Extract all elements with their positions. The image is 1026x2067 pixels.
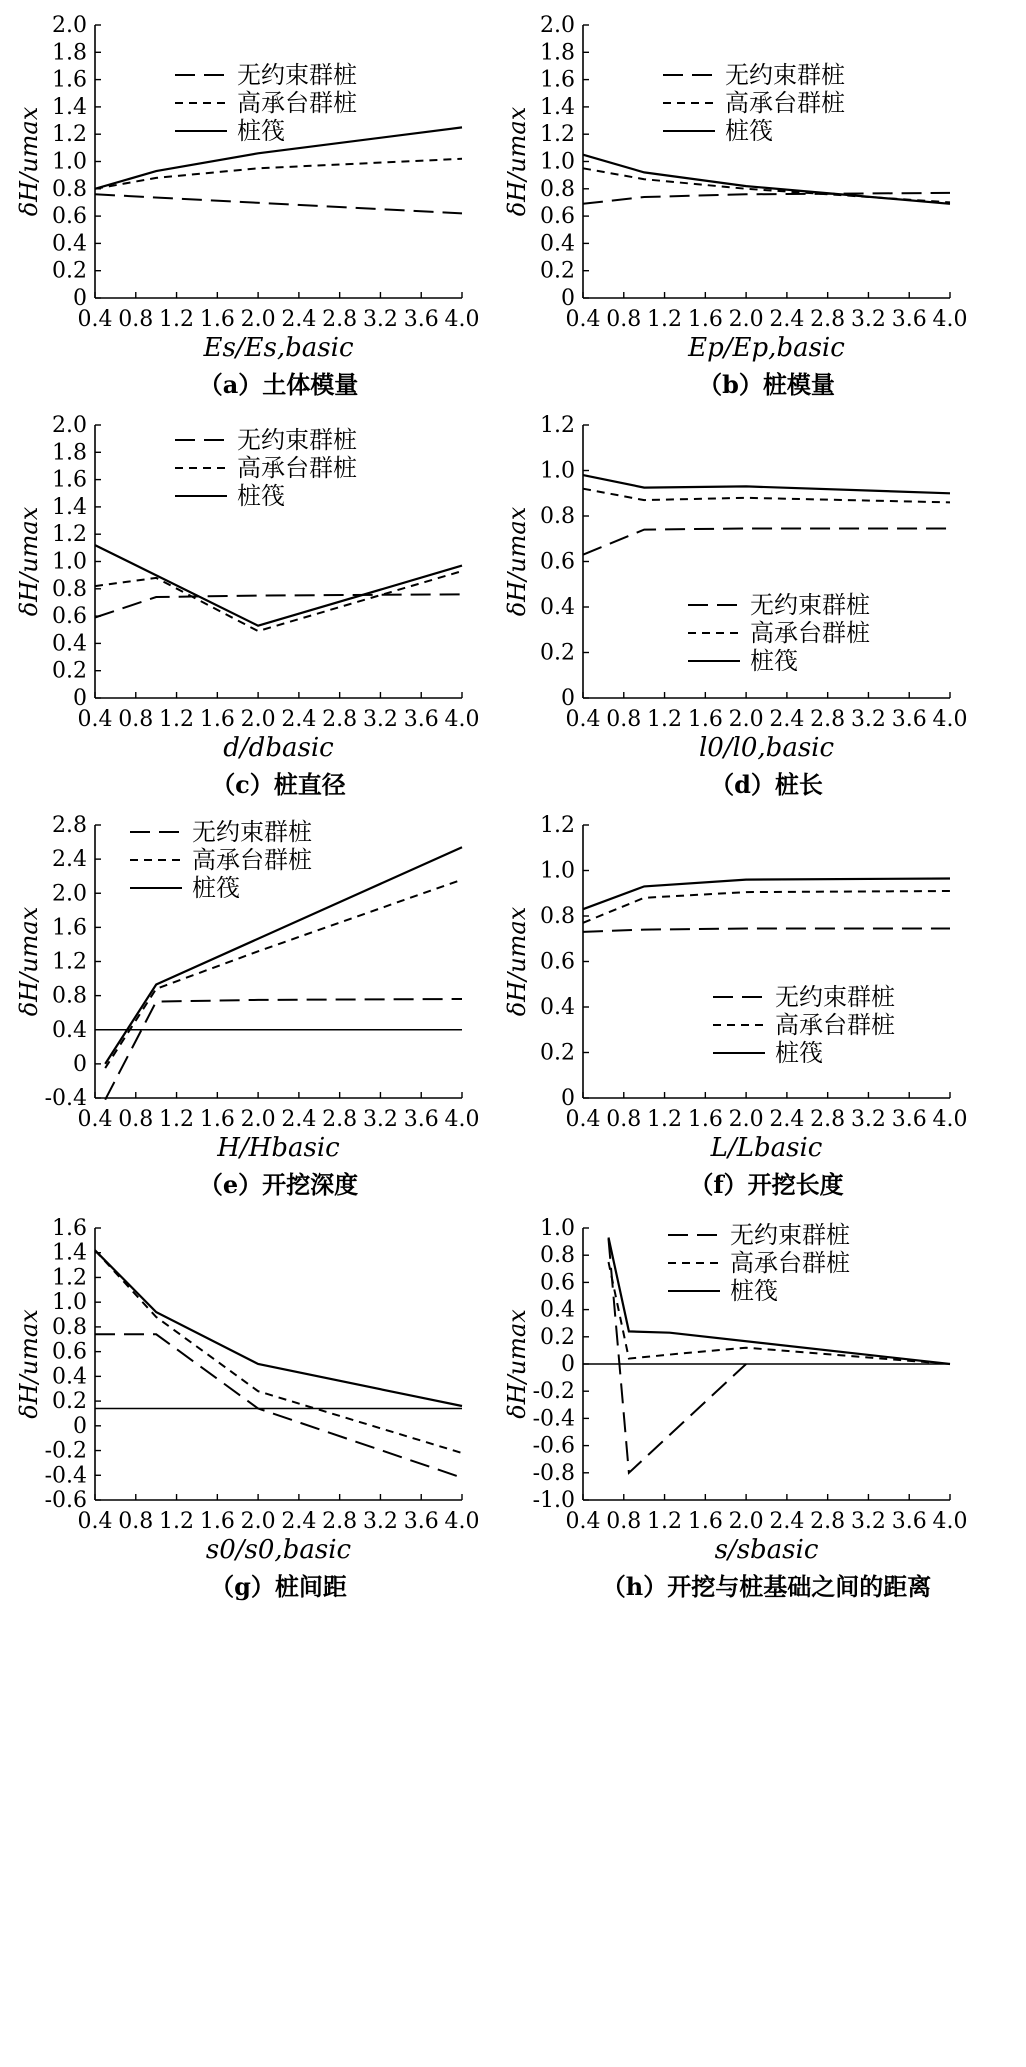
series-line-dash [105, 880, 462, 1069]
x-axis-label: Es/Es,basic [203, 333, 354, 363]
y-tick-label: 0.2 [540, 258, 575, 284]
y-tick-label: 0 [73, 1051, 87, 1077]
x-tick-label: 3.2 [362, 1509, 398, 1534]
y-axis-label: δH/umax [15, 106, 43, 217]
x-tick-label: 3.2 [850, 707, 886, 732]
y-tick-label: -0.2 [532, 1379, 575, 1405]
legend-label: 无约束群桩 [750, 591, 870, 619]
legend-label: 桩筏 [237, 117, 285, 145]
y-tick-label: 2.0 [52, 413, 87, 438]
x-tick-label: 2.4 [281, 307, 317, 332]
x-tick-label: 0.4 [77, 307, 113, 332]
x-tick-label: 0.8 [118, 307, 154, 332]
y-tick-label: 0.8 [52, 1314, 87, 1340]
x-tick-label: 4.0 [444, 707, 480, 732]
x-tick-label: 3.2 [362, 1107, 398, 1132]
x-tick-label: 3.2 [850, 1107, 886, 1132]
y-tick-label: 1.2 [52, 949, 87, 975]
y-tick-label: 0.6 [540, 1270, 575, 1296]
x-tick-label: 0.4 [565, 707, 601, 732]
series-line-longdash [609, 1239, 747, 1473]
x-tick-label: 2.8 [810, 307, 846, 332]
x-tick-label: 3.2 [850, 1509, 886, 1534]
y-axis-label: δH/umax [503, 506, 531, 617]
x-tick-label: 2.4 [281, 1107, 317, 1132]
x-tick-label: 4.0 [932, 1509, 968, 1534]
x-tick-label: 0.8 [118, 1107, 154, 1132]
x-tick-label: 2.8 [322, 707, 358, 732]
y-tick-label: 0.6 [540, 949, 575, 975]
y-tick-label: 1.0 [52, 1290, 87, 1316]
x-tick-label: 0.8 [118, 1509, 154, 1534]
x-axis-label: d/dbasic [223, 733, 334, 763]
y-axis-label: δH/umax [15, 506, 43, 617]
y-tick-label: 0.8 [52, 576, 87, 602]
y-tick-label: 0 [73, 686, 87, 711]
series-line-solid [95, 1250, 462, 1406]
y-tick-label: -0.4 [44, 1086, 87, 1111]
y-tick-label: -0.2 [44, 1438, 87, 1464]
x-tick-label: 2.8 [322, 1509, 358, 1534]
legend-label: 无约束群桩 [237, 426, 357, 454]
y-tick-label: 1.4 [52, 494, 87, 520]
y-tick-label: 1.8 [52, 440, 87, 466]
y-axis-label: δH/umax [503, 106, 531, 217]
series-line-solid [583, 475, 950, 493]
legend-label: 无约束群桩 [192, 818, 312, 846]
x-tick-label: 2.4 [769, 1107, 805, 1132]
x-tick-label: 1.6 [687, 707, 723, 732]
chart-caption: （b）桩模量 [698, 370, 835, 399]
chart-panel-c [15, 413, 480, 799]
y-tick-label: 0.6 [52, 604, 87, 630]
x-tick-label: 2.0 [728, 707, 764, 732]
x-tick-label: 4.0 [444, 1509, 480, 1534]
legend-label: 桩筏 [750, 647, 798, 675]
x-tick-label: 2.8 [810, 1107, 846, 1132]
x-tick-label: 3.6 [403, 307, 439, 332]
y-axis-label: δH/umax [503, 906, 531, 1017]
x-tick-label: 1.2 [647, 1509, 683, 1534]
legend [713, 983, 895, 1067]
x-tick-label: 0.8 [606, 1107, 642, 1132]
y-tick-label: 0.8 [540, 1243, 575, 1269]
x-tick-label: 0.8 [606, 707, 642, 732]
y-tick-label: 0 [561, 686, 575, 711]
legend [130, 818, 312, 902]
y-tick-label: -1.0 [532, 1488, 575, 1513]
x-tick-label: 2.4 [281, 707, 317, 732]
y-tick-label: 1.2 [540, 413, 575, 438]
chart-caption: （e）开挖深度 [198, 1170, 359, 1199]
y-tick-label: 0.6 [52, 1339, 87, 1365]
x-tick-label: 0.4 [77, 1107, 113, 1132]
y-tick-label: 1.2 [540, 122, 575, 148]
y-tick-label: 1.2 [52, 522, 87, 548]
x-tick-label: 1.6 [687, 1509, 723, 1534]
x-tick-label: 3.2 [850, 307, 886, 332]
legend-label: 无约束群桩 [730, 1221, 850, 1249]
y-tick-label: 1.0 [52, 149, 87, 175]
series-line-longdash [95, 194, 462, 213]
x-axis-label: s/sbasic [714, 1535, 819, 1565]
legend [668, 1221, 850, 1305]
x-tick-label: 2.0 [240, 707, 276, 732]
x-tick-label: 4.0 [932, 307, 968, 332]
y-tick-label: 2.0 [540, 13, 575, 38]
chart-panel-d [503, 413, 968, 799]
legend [175, 426, 357, 510]
chart-panel-b [503, 13, 968, 399]
y-tick-label: 2.0 [52, 13, 87, 38]
chart-caption: （g）桩间距 [210, 1572, 347, 1601]
y-tick-label: 1.2 [540, 813, 575, 838]
x-tick-label: 0.8 [606, 307, 642, 332]
y-tick-label: 0.4 [52, 1017, 87, 1043]
x-tick-label: 1.2 [647, 307, 683, 332]
x-tick-label: 2.8 [810, 1509, 846, 1534]
legend-label: 高承台群桩 [775, 1011, 895, 1039]
y-tick-label: 1.0 [540, 1216, 575, 1241]
x-tick-label: 0.8 [118, 707, 154, 732]
x-tick-label: 0.8 [606, 1509, 642, 1534]
legend-label: 桩筏 [237, 482, 285, 510]
y-tick-label: 0.8 [52, 176, 87, 202]
x-tick-label: 4.0 [444, 307, 480, 332]
y-tick-label: 0 [73, 1413, 87, 1439]
x-tick-label: 2.0 [240, 307, 276, 332]
x-tick-label: 0.4 [565, 307, 601, 332]
x-tick-label: 4.0 [444, 1107, 480, 1132]
x-tick-label: 2.4 [769, 707, 805, 732]
y-tick-label: 0.4 [52, 231, 87, 257]
y-tick-label: 1.2 [52, 1265, 87, 1291]
chart-caption: （f）开挖长度 [689, 1170, 844, 1199]
legend-label: 桩筏 [775, 1039, 823, 1067]
legend-label: 高承台群桩 [237, 454, 357, 482]
x-axis-label: L/Lbasic [710, 1133, 823, 1163]
x-tick-label: 3.6 [891, 1509, 927, 1534]
chart-panel-e [15, 813, 480, 1199]
chart-panel-h [503, 1216, 968, 1601]
series-line-dash [95, 571, 462, 631]
x-tick-label: 4.0 [932, 1107, 968, 1132]
y-tick-label: 0.2 [540, 1324, 575, 1350]
x-axis-label: Ep/Ep,basic [688, 333, 845, 363]
x-tick-label: 3.6 [403, 1509, 439, 1534]
legend-label: 桩筏 [725, 117, 773, 145]
x-tick-label: 2.8 [810, 707, 846, 732]
chart-caption: （h）开挖与桩基础之间的距离 [601, 1572, 932, 1601]
y-tick-label: 1.0 [540, 858, 575, 884]
legend [175, 61, 357, 145]
legend-label: 无约束群桩 [237, 61, 357, 89]
legend-label: 高承台群桩 [725, 89, 845, 117]
series-line-solid [95, 545, 462, 626]
series-line-longdash [583, 529, 950, 555]
x-tick-label: 0.4 [77, 707, 113, 732]
x-tick-label: 3.2 [362, 707, 398, 732]
y-tick-label: 0 [561, 1352, 575, 1377]
x-tick-label: 1.6 [199, 1107, 235, 1132]
y-tick-label: 0.8 [540, 504, 575, 529]
x-tick-label: 2.0 [240, 1509, 276, 1534]
y-tick-label: 1.8 [540, 40, 575, 66]
series-line-solid [105, 847, 462, 1064]
y-tick-label: 0.6 [540, 549, 575, 575]
y-tick-label: 0.4 [52, 631, 87, 657]
y-tick-label: 0.6 [52, 204, 87, 230]
series-line-solid [583, 879, 950, 910]
x-tick-label: 1.2 [647, 707, 683, 732]
x-tick-label: 3.2 [362, 307, 398, 332]
x-tick-label: 3.6 [403, 1107, 439, 1132]
legend-label: 无约束群桩 [775, 983, 895, 1011]
x-tick-label: 1.2 [647, 1107, 683, 1132]
x-tick-label: 2.8 [322, 1107, 358, 1132]
x-tick-label: 1.2 [159, 1509, 195, 1534]
x-tick-label: 3.6 [403, 707, 439, 732]
chart-caption: （c）桩直径 [211, 770, 346, 799]
chart-caption: （d）桩长 [710, 770, 823, 799]
y-tick-label: 1.8 [52, 40, 87, 66]
y-tick-label: 1.4 [540, 94, 575, 120]
x-tick-label: 1.6 [199, 307, 235, 332]
y-tick-label: 1.4 [52, 1240, 87, 1266]
y-tick-label: 0.8 [540, 176, 575, 202]
legend [688, 591, 870, 675]
legend-label: 桩筏 [730, 1277, 778, 1305]
legend [663, 61, 845, 145]
x-tick-label: 2.4 [769, 1509, 805, 1534]
y-tick-label: 0.4 [540, 231, 575, 257]
legend-label: 无约束群桩 [725, 61, 845, 89]
y-tick-label: 0.4 [540, 1297, 575, 1323]
y-tick-label: -0.6 [532, 1433, 575, 1459]
x-tick-label: 3.6 [891, 1107, 927, 1132]
y-tick-label: 1.0 [52, 549, 87, 575]
x-tick-label: 2.4 [281, 1509, 317, 1534]
chart-panel-f [503, 813, 968, 1199]
legend-label: 高承台群桩 [237, 89, 357, 117]
x-tick-label: 1.2 [159, 1107, 195, 1132]
legend-label: 高承台群桩 [192, 846, 312, 874]
chart-panel-a [15, 13, 480, 399]
x-tick-label: 1.2 [159, 707, 195, 732]
x-axis-label: s0/s0,basic [205, 1535, 352, 1565]
x-tick-label: 2.0 [240, 1107, 276, 1132]
x-tick-label: 4.0 [932, 707, 968, 732]
y-tick-label: 1.6 [52, 67, 87, 93]
y-tick-label: 0.4 [52, 1364, 87, 1390]
x-tick-label: 2.0 [728, 1509, 764, 1534]
y-tick-label: 2.0 [52, 881, 87, 907]
y-axis-label: δH/umax [15, 906, 43, 1017]
series-line-longdash [95, 1334, 462, 1477]
x-tick-label: 1.6 [199, 707, 235, 732]
y-tick-label: 1.6 [52, 1216, 87, 1241]
y-tick-label: 1.4 [52, 94, 87, 120]
series-line-longdash [95, 594, 462, 617]
x-tick-label: 0.4 [565, 1107, 601, 1132]
x-tick-label: 0.4 [77, 1509, 113, 1534]
y-tick-label: 1.6 [540, 67, 575, 93]
legend-label: 桩筏 [192, 874, 240, 902]
series-line-dash [95, 1250, 462, 1453]
legend-label: 高承台群桩 [750, 619, 870, 647]
y-tick-label: 1.6 [52, 467, 87, 493]
y-tick-label: 0.2 [540, 640, 575, 666]
x-axis-label: H/Hbasic [217, 1133, 340, 1163]
y-tick-label: 0 [561, 1086, 575, 1111]
x-tick-label: 1.6 [687, 307, 723, 332]
y-tick-label: 0.8 [52, 983, 87, 1009]
y-tick-label: 0.4 [540, 595, 575, 620]
y-tick-label: 2.4 [52, 847, 87, 873]
y-tick-label: 2.8 [52, 813, 87, 838]
x-tick-label: 2.0 [728, 1107, 764, 1132]
y-tick-label: -0.8 [532, 1460, 575, 1486]
series-line-dash [609, 1262, 951, 1364]
y-axis-label: δH/umax [503, 1309, 531, 1419]
series-line-dash [583, 891, 950, 923]
y-tick-label: -0.4 [532, 1406, 575, 1432]
y-tick-label: 0.2 [52, 658, 87, 684]
series-line-longdash [105, 999, 462, 1100]
series-line-solid [583, 155, 950, 204]
y-tick-label: 0.2 [540, 1040, 575, 1066]
x-tick-label: 3.6 [891, 707, 927, 732]
y-axis-label: δH/umax [15, 1309, 43, 1419]
y-tick-label: 0.2 [52, 258, 87, 284]
x-axis-label: l0/l0,basic [698, 733, 835, 763]
y-tick-label: 0.4 [540, 995, 575, 1020]
y-tick-label: 1.6 [52, 915, 87, 941]
y-tick-label: 0 [73, 286, 87, 311]
x-tick-label: 2.8 [322, 307, 358, 332]
y-tick-label: 1.0 [540, 458, 575, 484]
y-tick-label: 1.0 [540, 149, 575, 175]
y-tick-label: 0.2 [52, 1389, 87, 1415]
y-tick-label: -0.4 [44, 1463, 87, 1489]
x-tick-label: 1.6 [199, 1509, 235, 1534]
y-tick-label: 0 [561, 286, 575, 311]
legend-label: 高承台群桩 [730, 1249, 850, 1277]
x-tick-label: 3.6 [891, 307, 927, 332]
y-tick-label: -0.6 [44, 1488, 87, 1513]
y-tick-label: 1.2 [52, 122, 87, 148]
series-line-dash [583, 168, 950, 202]
y-tick-label: 0.6 [540, 204, 575, 230]
series-line-longdash [583, 929, 950, 932]
x-tick-label: 2.0 [728, 307, 764, 332]
x-tick-label: 2.4 [769, 307, 805, 332]
x-tick-label: 1.2 [159, 307, 195, 332]
y-tick-label: 0.8 [540, 904, 575, 929]
x-tick-label: 0.4 [565, 1509, 601, 1534]
chart-caption: （a）土体模量 [198, 370, 359, 399]
x-tick-label: 1.6 [687, 1107, 723, 1132]
